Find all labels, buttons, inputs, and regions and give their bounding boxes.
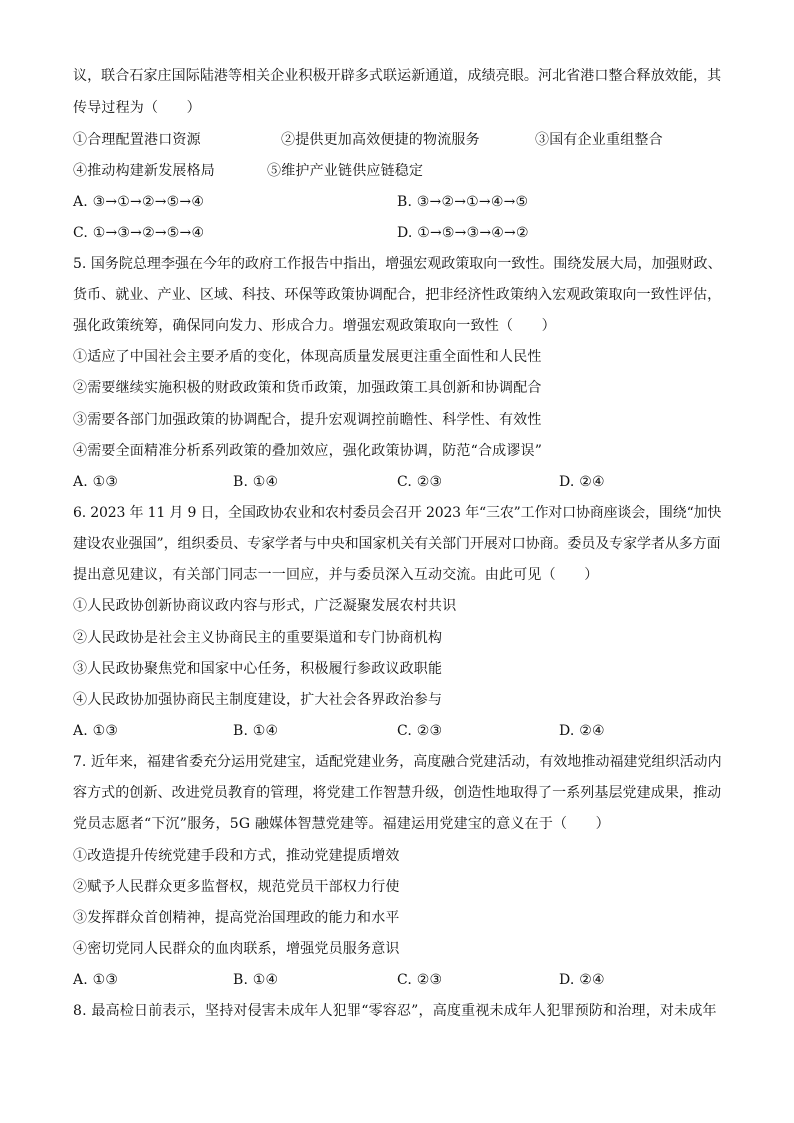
q7-item-2: ②赋予人民群众更多监督权，规范党员干部权力行使 xyxy=(73,879,400,895)
q5-stem-line-3: 强化政策统筹，确保同向发力、形成合力。增强宏观政策取向一致性（ ） xyxy=(73,318,556,334)
q6-item-4: ④人民政协加强协商民主制度建设，扩大社会各界政治参与 xyxy=(73,692,443,708)
q7-item-4: ④密切党同人民群众的血肉联系，增强党员服务意识 xyxy=(73,941,400,957)
q6-item-2: ②人民政协是社会主义协商民主的重要渠道和专门协商机构 xyxy=(73,630,443,646)
q7-stem-line-1: 7. 近年来，福建省委充分运用党建宝，适配党建业务，高度融合党建活动，有效地推动福建党组织活动内 xyxy=(73,754,722,770)
q7-stem-line-3: 党员志愿者“下沉”服务，5G 融媒体智慧党建等。福建运用党建宝的意义在于（ ） xyxy=(73,816,610,832)
q7-choice-a: A. ①③ xyxy=(73,972,119,988)
q5-item-1: ①适应了中国社会主要矛盾的变化，体现高质量发展更注重全面性和人民性 xyxy=(73,349,542,365)
q7-choice-b: B. ①④ xyxy=(233,972,279,988)
q8-stem-line-1: 8. 最高检日前表示，坚持对侵害未成年人犯罪“零容忍”，高度重视未成年人犯罪预防和治理，对未成年 xyxy=(73,1003,717,1019)
q5-choice-b: B. ①④ xyxy=(233,474,279,490)
q4-item-5: ⑤维护产业链供应链稳定 xyxy=(267,163,424,179)
q6-item-3: ③人民政协聚焦党和国家中心任务，积极履行参政议政职能 xyxy=(73,661,443,677)
q7-stem-line-2: 容方式的创新、改进党员教育的管理，将党建工作智慧升级，创造性地取得了一系列基层党建成果，推动 xyxy=(73,785,722,801)
q5-choice-d: D. ②④ xyxy=(559,474,605,490)
q6-stem-line-2: 建设农业强国”，组织委员、专家学者与中央和国家机关有关部门开展对口协商。委员及专家学者从多方面 xyxy=(73,536,721,552)
q5-item-2: ②需要继续实施积极的财政政策和货币政策，加强政策工具创新和协调配合 xyxy=(73,380,542,396)
q5-stem-line-2: 货币、就业、产业、区域、科技、环保等政策协调配合，把非经济性政策纳入宏观政策取向一致性评估， xyxy=(73,287,722,303)
q7-item-1: ①改造提升传统党建手段和方式，推动党建提质增效 xyxy=(73,848,400,864)
q6-stem-line-1: 6. 2023 年 11 月 9 日，全国政协农业和农村委员会召开 2023 年“三农”工作对口协商座谈会，围绕“加快 xyxy=(73,505,722,521)
q4-choice-b: B. ③→②→①→④→⑤ xyxy=(397,194,529,210)
q5-choice-a: A. ①③ xyxy=(73,474,119,490)
q5-item-4: ④需要全面精准分析系列政策的叠加效应，强化政策协调，防范“合成谬误” xyxy=(73,443,543,459)
q5-choice-c: C. ②③ xyxy=(397,474,443,490)
q7-choice-c: C. ②③ xyxy=(397,972,443,988)
q4-choice-d: D. ①→⑤→③→④→② xyxy=(397,225,529,241)
q5-item-3: ③需要各部门加强政策的协调配合，提升宏观调控前瞻性、科学性、有效性 xyxy=(73,412,542,428)
q4-choice-c: C. ①→③→②→⑤→④ xyxy=(73,225,205,241)
q6-choice-c: C. ②③ xyxy=(397,723,443,739)
q6-stem-line-3: 提出意见建议，有关部门同志一一回应，并与委员深入互动交流。由此可见（ ） xyxy=(73,567,599,583)
q4-item-2: ②提供更加高效便捷的物流服务 xyxy=(281,132,480,148)
q6-choice-a: A. ①③ xyxy=(73,723,119,739)
q4-item-4: ④推动构建新发展格局 xyxy=(73,163,215,179)
q5-stem-line-1: 5. 国务院总理李强在今年的政府工作报告中指出，增强宏观政策取向一致性。围绕发展大局，加强财政、 xyxy=(73,256,722,272)
q6-item-1: ①人民政协创新协商议政内容与形式，广泛凝聚发展农村共识 xyxy=(73,598,457,614)
q4-item-3: ③国有企业重组整合 xyxy=(535,132,663,148)
q4-item-1: ①合理配置港口资源 xyxy=(73,132,201,148)
q4-choice-a: A. ③→①→②→⑤→④ xyxy=(73,194,205,210)
q7-item-3: ③发挥群众首创精神，提高党治国理政的能力和水平 xyxy=(73,910,400,926)
q4-line-1: 议，联合石家庄国际陆港等相关企业积极开辟多式联运新通道，成绩亮眼。河北省港口整合释放效能，其 xyxy=(73,68,722,84)
q4-line-2: 传导过程为（ ） xyxy=(73,100,201,116)
q6-choice-d: D. ②④ xyxy=(559,723,605,739)
q6-choice-b: B. ①④ xyxy=(233,723,279,739)
q7-choice-d: D. ②④ xyxy=(559,972,605,988)
